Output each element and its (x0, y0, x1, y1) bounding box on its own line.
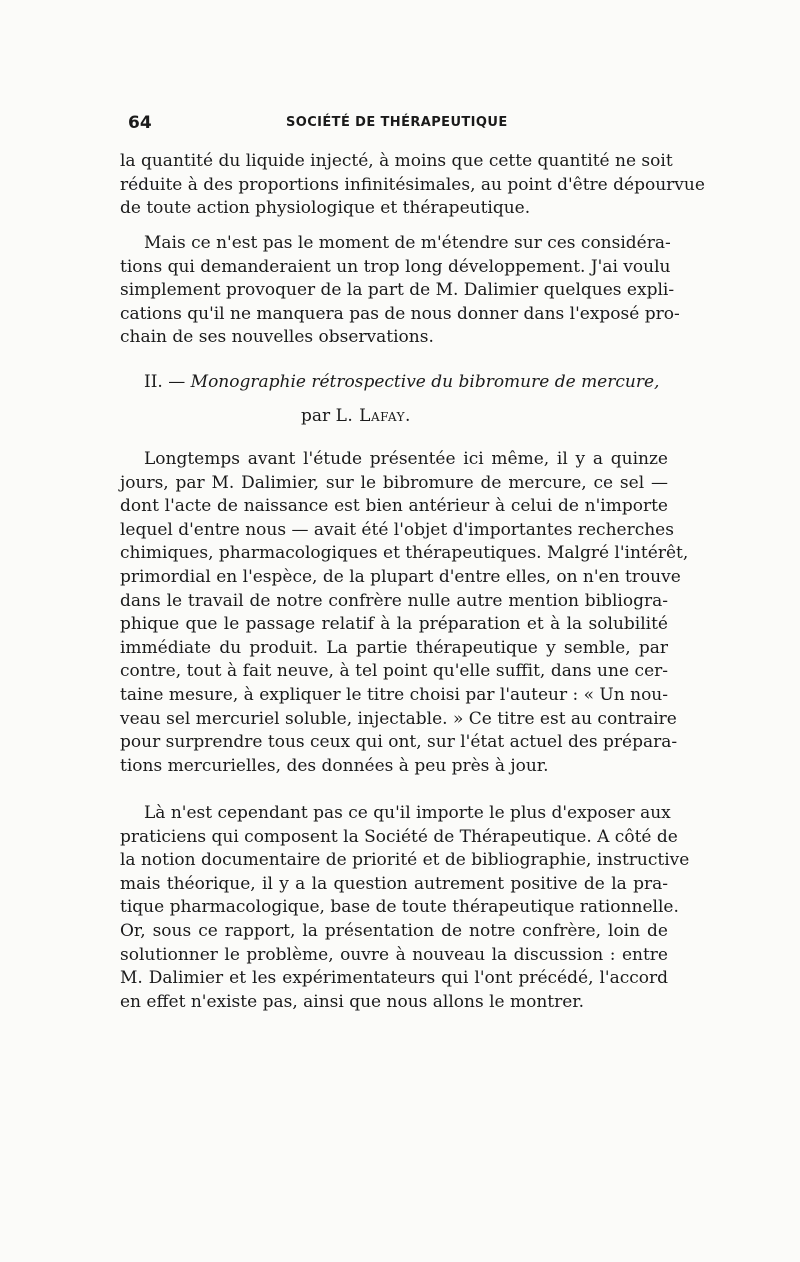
text-line: primordial en l'espèce, de la plupart d'entre elles, on n'en trouve (120, 566, 681, 587)
text-line: simplement provoquer de la part de M. Dalimier quelques expli- (120, 280, 675, 301)
author-line (301, 406, 411, 426)
text-line: Mais ce n'est pas le moment de m'étendre sur ces considéra- (144, 233, 671, 253)
text-line: dont l'acte de naissance est bien antérieur à celui de n'importe (120, 496, 668, 517)
text-line: de toute action physiologique et thérapeutique. (120, 198, 531, 219)
text-line: mais théorique, il y a la question autrement positive de la pra- (120, 873, 668, 894)
paragraph-2 (120, 232, 680, 350)
text-line: immédiate du produit. La partie thérapeutique y semble, par (120, 637, 668, 658)
text-line: cations qu'il ne manquera pas de nous donner dans l'exposé pro- (120, 303, 680, 324)
paragraph-4 (120, 802, 690, 1014)
text-line: la notion documentaire de priorité et de bibliographie, instructive (120, 850, 690, 871)
running-title: SOCIÉTÉ DE THÉRAPEUTIQUE (286, 115, 508, 130)
text-line: la quantité du liquide injecté, à moins que cette quantité ne soit (120, 151, 673, 171)
text-line: M. Dalimier et les expérimentateurs qui l'ont précédé, l'accord (120, 968, 668, 989)
paragraph-1 (120, 150, 705, 221)
text-line: chain de ses nouvelles observations. (120, 327, 434, 348)
text-line: jours, par M. Dalimier, sur le bibromure de mercure, ce sel — (120, 472, 668, 493)
text-line: veau sel mercuriel soluble, injectable. » Ce titre est au contraire (120, 708, 677, 729)
text-line: tions mercurielles, des données à peu près à jour. (120, 755, 549, 776)
text-line: Or, sous ce rapport, la présentation de notre confrère, loin de (120, 920, 668, 941)
text-line: phique que le passage relatif à la préparation et à la solubilité (120, 614, 668, 635)
paragraph-3 (120, 448, 689, 778)
text-line: Là n'est cependant pas ce qu'il importe le plus d'exposer aux (144, 803, 671, 823)
text-line: taine mesure, à expliquer le titre choisi par l'auteur : « Un nou- (120, 684, 668, 705)
text-line: en effet n'existe pas, ainsi que nous allons le montrer. (120, 991, 584, 1012)
author-name: L. Lafay. (335, 406, 411, 426)
page-number: 64 (128, 113, 152, 133)
text-line: lequel d'entre nous — avait été l'objet d'importantes recherches (120, 519, 674, 540)
text-line: tions qui demanderaient un trop long développement. J'ai voulu (120, 256, 671, 277)
running-head (128, 113, 672, 135)
text-line: chimiques, pharmacologiques et thérapeutiques. Malgré l'intérêt, (120, 543, 689, 564)
section-heading (144, 372, 704, 392)
text-line: contre, tout à fait neuve, à tel point qu'elle suffit, dans une cer- (120, 661, 668, 682)
section-title: Monographie rétrospective du bibromure de mercure, (190, 372, 660, 392)
text-line: solutionner le problème, ouvre à nouveau la discussion : entre (120, 944, 668, 965)
text-line: réduite à des proportions infinitésimales, au point d'être dépourvue (120, 174, 705, 195)
section-number: II. — (144, 372, 191, 392)
text-line: praticiens qui composent la Société de Thérapeutique. A côté de (120, 826, 678, 847)
text-line: tique pharmacologique, base de toute thérapeutique rationnelle. (120, 897, 679, 918)
author-prefix: par (301, 406, 336, 426)
text-line: pour surprendre tous ceux qui ont, sur l'état actuel des prépara- (120, 732, 678, 753)
text-line: Longtemps avant l'étude présentée ici même, il y a quinze (144, 449, 668, 469)
text-line: dans le travail de notre confrère nulle autre mention bibliogra- (120, 590, 668, 611)
